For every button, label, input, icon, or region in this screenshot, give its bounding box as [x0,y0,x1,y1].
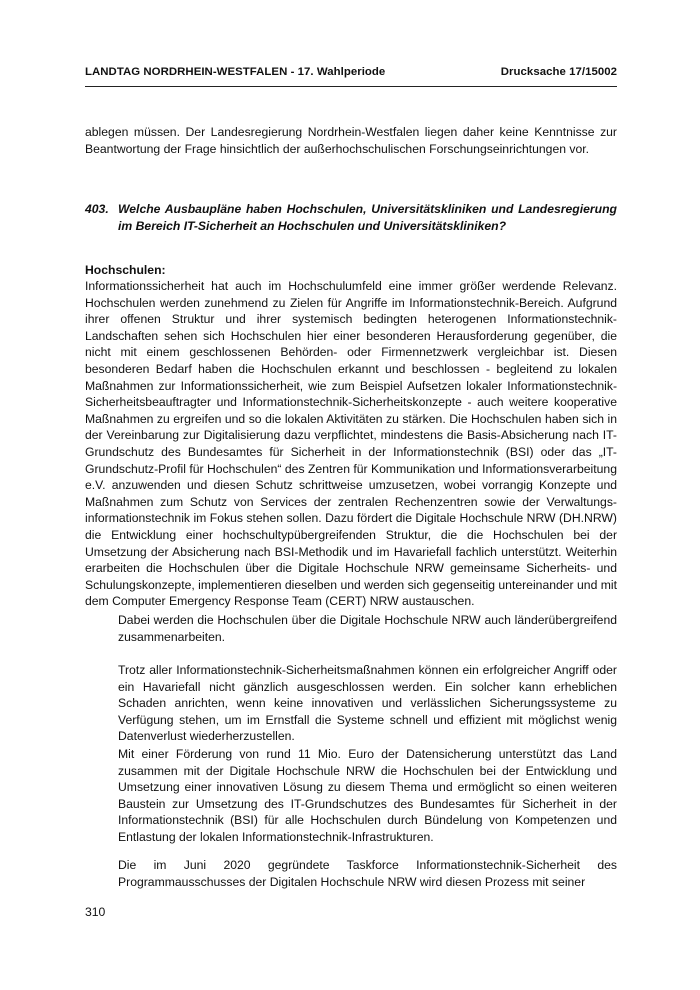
intro-paragraph: ablegen müssen. Der Landesregierung Nordrhein-Westfalen liegen daher keine Kenntnisse zur Beantwortung der Frage hinsichtlich der außerhochschulischen Forschungseinrichtungen vor. [85,125,617,156]
header-title: LANDTAG NORDRHEIN-WESTFALEN - 17. Wahlperiode [85,66,386,78]
header-rule [85,86,617,87]
page-header [85,66,617,82]
body-paragraph: Die im Juni 2020 gegründete Taskforce Informationstechnik-Sicherheit des Programmausschusses der Digitalen Hochschule NRW wird diesen Prozess mit seiner [118,858,617,889]
body-paragraph: Dabei werden die Hochschulen über die Digitale Hochschule NRW auch länderübergreifend zusammenarbeiten. [118,613,617,644]
section-heading: Hochschulen: [85,263,166,277]
body-paragraph: Informationssicherheit hat auch im Hochschulumfeld eine immer größer werdende Relevanz. Hochschulen werden zunehmend zu Zielen für Angriffe im Informationstechnik-Bereich. Aufgrund ihrer offenen Struktur und ihrer systemisch bedingten heterogenen Informationstechnik-Landschaften sehen sich Hochschulen hier einer besonderen Herausforderung gegenüber, die nicht mit einem geschlossenen Behörden- oder Firmennetzwerk vergleichbar ist. Diesen besonderen Bedarf haben die Hochschulen erkannt und beschlossen - begleitend zu lokalen Maßnahmen zur Informationssicherheit, wie zum Beispiel Aufsetzen lokaler Informationstechnik-Sicherheitsbeauftragter und Informationstechnik-Sicherheitskonzepte - auch weitere kooperative Maßnahmen zu ergreifen und so die lokalen Aktivitäten zu stärken. Die Hochschulen haben sich in der Vereinbarung zur Digitalisierung dazu verpflichtet, mindestens die Basis-Absicherung nach IT-Grundschutz des Bundesamtes für Sicherheit in der Informationstechnik (BSI) oder das „IT-Grundschutz-Profil für Hochschulen“ des Zentren für Kommunikation und Informationsverarbeitung e.V. anzuwenden und diesen Schutz schrittweise umzusetzen, wobei vorrangig Konzepte und Maßnahmen zum Schutz von Services der zentralen Rechenzentren sowie der Verwaltungs-informationstechnik im Fokus stehen sollen. Dazu fördert die Digitale Hochschule NRW (DH.NRW) die Entwicklung einer hochschultypübergreifenden Struktur, die die Hochschulen bei der Umsetzung der Absicherung nach BSI-Methodik und im Havariefall fachlich unterstützt. Weiterhin erarbeiten die Hochschulen über die Digitale Hochschule NRW gemeinsame Sicherheits- und Schulungskonzepte, implementieren dieselben und werden sich gegenseitig untereinander und mit dem Computer Emergency Response Team (CERT) NRW austauschen. [85,279,617,609]
body-paragraph: Trotz aller Informationstechnik-Sicherheitsmaßnahmen können ein erfolgreicher Angriff oder ein Havariefall nicht gänzlich ausgeschlossen werden. Ein solcher kann erheblichen Schaden anrichten, wenn keine innovativen und verlässlichen Sicherungssysteme zu Verfügung stehen, um im Ernstfall die Systeme schnell und effizient mit möglichst wenig Datenverlust wiederherzustellen. [118,663,617,744]
body-paragraph: Mit einer Förderung von rund 11 Mio. Euro der Datensicherung unterstützt das Land zusammen mit der Digitale Hochschule NRW die Hochschulen bei der Entwicklung und Umsetzung einer innovativen Lösung zu diesem Thema und ermöglicht so einen weiteren Baustein zur Umsetzung des IT-Grundschutzes des Bundesamtes für Sicherheit in der Informationstechnik (BSI) für alle Hochschulen durch Bündelung von Kompetenzen und Entlastung der lokalen Informationstechnik-Infrastrukturen. [118,747,617,844]
question-text: Welche Ausbaupläne haben Hochschulen, Universitätskliniken und Landesregierung im Bereich IT-Sicherheit an Hochschulen und Universitätskliniken? [118,202,617,233]
question-number: 403. [85,202,109,216]
page-number: 310 [85,905,106,919]
header-doc-number: Drucksache 17/15002 [500,66,617,78]
